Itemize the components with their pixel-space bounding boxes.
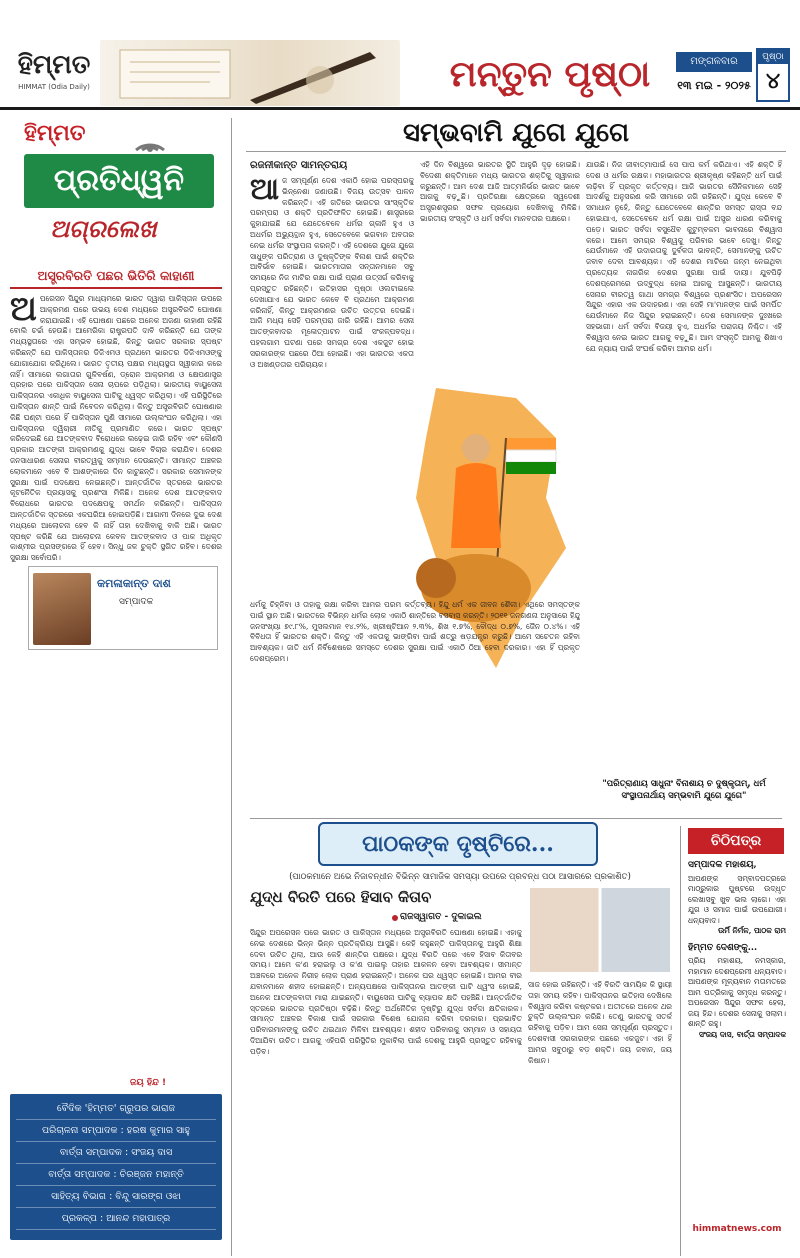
staff-line: ବୈଦିକ 'ହିମ୍ମତ' ଗ୍ରୁପର ଭାରାଜ: [16, 1098, 216, 1120]
leaders-photo: [530, 888, 670, 972]
article-body-col-3: ଯାଉଛି। ନିଜ ଜୀବାତ୍ମାପାଇଁ ସେ ପାପ କର୍ମ କରିଥାଏ। ଏହି ଶକ୍ତି ହିଁ ଦେଶ ଓ ଧର୍ମର ରକ୍ଷକ। ମହାଭାରତର ଶ୍ରୀକୃଷ୍ଣ କହିଛନ୍ତି ଧର୍ମ ପାଇଁ ଲଢ଼ିବା ହିଁ ପ୍ରକୃତ କର୍ତ୍ତବ୍ୟ। ଆଜି ଭାରତର ସୈନିକମାନେ ସେହି ଆଦର୍ଶକୁ ଅନୁସରଣ କରି ସୀମାରେ ଜଗି ରହିଛନ୍ତି। ଯୁଦ୍ଧ କେବେ ବି ସମାଧାନ ନୁହେଁ, କିନ୍ତୁ ଯେତେବେଳେ ଶାନ୍ତିର ସମସ୍ତ ରାସ୍ତା ବନ୍ଦ ହୋଇଯାଏ, ସେତେବେଳେ ଧର୍ମ ରକ୍ଷା ପାଇଁ ଅସ୍ତ୍ର ଧାରଣ କରିବାକୁ ପଡ଼େ। ଭାରତ ସର୍ବଦା ବସୁଧୈବ କୁଟୁମ୍ବକମ ଭାବନାରେ ବିଶ୍ୱାସ କରେ। ଆମେ ସମଗ୍ର ବିଶ୍ୱକୁ ପରିବାର ଭାବେ ଦେଖୁ। କିନ୍ତୁ ଯେଉଁମାନେ ଏହି ଉଦାରତାକୁ ଦୁର୍ବଳତା ଭାବନ୍ତି, ସେମାନଙ୍କୁ ଉଚିତ ଜବାବ ଦେବା ଆବଶ୍ୟକ। ଏହି ଦେଶର ମାଟିରେ ଜନ୍ମ ନେଇଥିବା ପ୍ରତ୍ୟେକ ନାଗରିକ ଦେଶର ସୁରକ୍ଷା ପାଇଁ ଦାୟୀ। ଯୁବପିଢ଼ି ଦେଶପ୍ରେମରେ ଉଦ୍ବୁଦ୍ଧ ହୋଇ ଆଗକୁ ଆସୁଛନ୍ତି। ଭାରତୀୟ ସେନାର ବୀରତ୍ୱ ଗାଥା ସମଗ୍ର ବିଶ୍ୱରେ ପ୍ରଶଂସିତ। ଅପରେସନ ସିନ୍ଦୁର ଏହାର ଏକ ଉଦାହରଣ। ଏହା ସେହି ମା'ମାନଙ୍କ ପାଇଁ ସମର୍ପିତ ଯେଉଁମାନେ ନିଜ ସିନ୍ଦୁର ହରାଇଛନ୍ତି। ଦେଶ ସେମାନଙ୍କ ଦୁଃଖରେ ସହଭାଗୀ। ଧର୍ମ ସର୍ବଦା ବିଜୟୀ ହୁଏ, ଅଧର୍ମର ପରାଜୟ ନିଶ୍ଚିତ। ଏହି ବିଶ୍ୱାସ ନେଇ ଭାରତ ଆଗକୁ ବଢ଼ୁଛି। ଆମ ସଂସ୍କୃତି ଆମକୁ ଶିଖାଏ ଯେ ନ୍ୟାୟ ପାଇଁ ସଂଘର୍ଷ କରିବା ଆମର ଧର୍ମ।: [586, 160, 782, 353]
letters-title: ଚିଠିପତ୍ର: [688, 828, 784, 854]
newspaper-logo[interactable]: [14, 50, 94, 106]
article-body-col-2: ଏହି ଦିନ ବିଶ୍ୱରେ ଭାରତର ସ୍ଥିତି ଆହୁରି ଦୃଢ଼ ହୋଇଛି। ବିଦେଶୀ ଶକ୍ତିମାନେ ମଧ୍ୟ ଭାରତର ଶକ୍ତିକୁ ସ୍ୱୀକାର କରୁଛନ୍ତି। ଆମ ଦେଶ ଆଜି ଆତ୍ମନିର୍ଭର ଭାରତ ଭାବେ ଆଗକୁ ବଢ଼ୁଛି। ପ୍ରତିରକ୍ଷା କ୍ଷେତ୍ରରେ ସ୍ୱଦେଶୀ ଅସ୍ତ୍ରଶସ୍ତ୍ରର ସଫଳ ପ୍ରୟୋଗ ଦେଖିବାକୁ ମିଳିଛି। ଭାରତୀୟ ସଂସ୍କୃତି ଓ ଧର୍ମ ସର୍ବଦା ମାନବତାର ପକ୍ଷରେ।: [420, 160, 580, 223]
page-number: ୪: [765, 69, 781, 94]
editorial-headline: ଅସ୍ତ୍ରବିରତି ପଛର ଭିତିରି କାହାଣୀ: [10, 268, 222, 289]
column-banner: [10, 118, 220, 258]
article-dropcap: ଆ: [250, 176, 280, 207]
staff-line: ସାହିତ୍ୟ ବିଭାଗ : ବିନ୍ଦୁ ସାରଙ୍ଗ ଓଝା: [16, 1186, 216, 1208]
bullet-icon: [392, 915, 398, 921]
staff-line: ବାର୍ତ୍ତା ସମ୍ପାଦକ : ସଂଜୟ ଦାସ: [16, 1142, 216, 1164]
letter-head: ହିମ୍ମତ ଦେଶଙ୍କୁ...: [688, 942, 758, 953]
column-title: ପ୍ରତିଧ୍ୱନି: [24, 154, 214, 208]
letter-sign: ଉର୍ମି ନିର୍ମଳ, ପାଠକ ରାମ: [718, 926, 786, 935]
author-name: କମଳାକାନ୍ତ ଦାଶ: [97, 577, 171, 590]
editorial-column: [10, 118, 232, 1256]
letter-item: [688, 943, 786, 1041]
website-link[interactable]: himmatnews.com: [692, 1224, 782, 1234]
page-number-box: [756, 48, 790, 102]
article-text: ଜ ସମ୍ପୂର୍ଣ୍ଣ ଦେଶ ଏକାଠି ହୋଇ ପରସ୍ପରକୁ ଭିନ୍ନେଶା ଜଣାଉଛି। ବିଜୟ ଉତ୍ସବ ପାଳନ କରିଛନ୍ତି। ଏହି ଗତିରେ ଭାରତର ସାଂସ୍କୃତିକ ପରମ୍ପରା ଓ ଶକ୍ତି ପ୍ରତିଫଳିତ ହୋଇଛି। ଶାସ୍ତ୍ରରେ କୁହାଯାଇଛି ଯେ ଯେତେବେଳେ ଧର୍ମର ଗ୍ଳାନି ହୁଏ ଓ ଅଧର୍ମର ଅଭ୍ୟୁତ୍ଥାନ ହୁଏ, ସେତେବେଳେ ଭଗବାନ ଅବତାର ନେଇ ଧର୍ମର ସଂସ୍ଥାପନା କରନ୍ତି। ଏହି ଦେଶରେ ଯୁଗେ ଯୁଗେ ସାଧୁଙ୍କ ପରିତ୍ରାଣ ଓ ଦୁଷ୍କୃତିଙ୍କ ବିନାଶ ପାଇଁ ଶକ୍ତିର ଆବିର୍ଭାବ ହୋଇଛି। ଭାରତମାତାର ସନ୍ତାନମାନେ ସବୁ ସମୟରେ ନିଜ ମାଟିର ରକ୍ଷା ପାଇଁ ପ୍ରାଣ ଉତ୍ସର୍ଗ କରିବାକୁ ପ୍ରସ୍ତୁତ ରହିଛନ୍ତି। ଇତିହାସର ପୃଷ୍ଠା ଓଲଟାଇଲେ ଦେଖାଯାଏ ଯେ ଭାରତ କେବେ ବି ପ୍ରଥମେ ଆକ୍ରମଣ କରିନାହିଁ, କିନ୍ତୁ ଆକ୍ରମଣର ଉଚିତ ଉତ୍ତର ଦେଇଛି। ଆଜି ମଧ୍ୟ ସେହି ପରମ୍ପରା ଜାରି ରହିଛି। ଆମର ସେନା ଆତଙ୍କବାଦର ମୂଳୋତ୍ପାଟନ ପାଇଁ ସଂକଳ୍ପବଦ୍ଧ। ପହଲଗାମ ଘଟଣା ପରେ ସମଗ୍ର ଦେଶ ଏକଜୁଟ ହୋଇ ସରକାରଙ୍କ ପଛରେ ଠିଆ ହୋଇଛି। ଏହା ଭାରତର ଏକତା ଓ ଅଖଣ୍ଡତାର ପରିଚାୟକ।: [250, 176, 414, 369]
letter-sign: ସଂଜୟ ଦାସ, ବାର୍ତ୍ତା ସମ୍ପାଦକ: [698, 1029, 786, 1039]
column-subtitle: ଅଗ୍ରଲେଖ: [50, 214, 157, 243]
page-label: ପୃଷ୍ଠା: [758, 50, 788, 64]
article-title: ସମ୍ଭବାମି ଯୁଗେ ଯୁଗେ: [246, 114, 786, 152]
pen-and-paper-icon: [100, 40, 400, 106]
letter-item: [688, 860, 786, 937]
letter-text: ପ୍ରିୟ ମହାଶୟ, ନମସ୍କାର, ମହାମାନ ଦେଶପ୍ରେମୀ ଧନ୍ୟବାଦ। ଆପଣଙ୍କ ମୂଳ୍ୟବାନ ମତାମତରେ ଆମ ପତ୍ରିକାକୁ ସମୃଦ୍ଧ କରନ୍ତୁ। ଅପରେସନ ସିନ୍ଦୁର ସଫଳ ହେଲା, ଜୟ ହିନ୍ଦ। ଦେଶର ସେନାକୁ ସଲାମ। ଶାନ୍ତି ରହୁ।: [688, 956, 786, 1028]
editorial-dropcap: ଅ: [10, 294, 37, 329]
letter-body-col-1: ସିନ୍ଦୁର ଅପରେସନ ପରେ ଭାରତ ଓ ପାକିସ୍ତାନ ମଧ୍ୟରେ ଅସ୍ତ୍ରବିରତି ଘୋଷଣା ହୋଇଛି। ଏହାକୁ ନେଇ ଦେଶରେ ଭିନ୍ନ ଭିନ୍ନ ପ୍ରତିକ୍ରିୟା ଆସୁଛି। କେହି କହୁଛନ୍ତି ପାକିସ୍ତାନକୁ ଆହୁରି ଶିକ୍ଷା ଦେବା ଉଚିତ ଥିଲା, ଆଉ କେହି ଶାନ୍ତିର ପକ୍ଷରେ। ଯୁଦ୍ଧ ବିରତି ପରେ ଏବେ ହିସାବ କିତାବର ସମୟ। ଆମେ କ'ଣ ହରାଇଲୁ ଓ କ'ଣ ପାଇଲୁ ତାହାର ଆକଳନ ହେବା ଆବଶ୍ୟକ। ସୀମାନ୍ତ ଅଞ୍ଚଳରେ ଅନେକ ନିରୀହ ଲୋକ ପ୍ରାଣ ହରାଇଛନ୍ତି। ଅନେକ ଘର ଧ୍ୱସ୍ତ ହୋଇଛି। ଆମର ବୀର ଯବାନମାନେ ଶହୀଦ ହୋଇଛନ୍ତି। ଅନ୍ୟପକ୍ଷରେ ପାକିସ୍ତାନର ଆତଙ୍କୀ ଘାଟି ଧ୍ୱଂସ ହୋଇଛି, ଅନେକ ଆତଙ୍କବାଦୀ ମାରା ଯାଇଛନ୍ତି। ବାୟୁସେନା ଘାଟିକୁ ବ୍ୟାପକ କ୍ଷତି ପହଞ୍ଚିଛି। ଆନ୍ତର୍ଜାତିକ ସ୍ତରରେ ଭାରତର ପ୍ରତିଷ୍ଠା ବଢ଼ିଛି। କିନ୍ତୁ ଅର୍ଥନୈତିକ ଦୃଷ୍ଟିରୁ ଯୁଦ୍ଧ ସର୍ବଦା କ୍ଷତିକାରକ। ସୀମାନ୍ତ ଅଞ୍ଚଳର ବିକାଶ ପାଇଁ ସରକାର ବିଶେଷ ଯୋଜନା କରିବା ଦରକାର। ପ୍ରଭାବିତ ପରିବାରମାନଙ୍କୁ ଉଚିତ ଥଇଥାନ ମିଳିବା ଆବଶ୍ୟକ। ଶହୀଦ ପରିବାରକୁ ସମ୍ମାନ ଓ ସହାୟତା ଦିଆଯିବା ଉଚିତ। ଆଗକୁ ଏହିପରି ପରିସ୍ଥିତିର ମୁକାବିଲା ପାଇଁ ଦେଶକୁ ଆହୁରି ପ୍ରସ୍ତୁତ ରହିବାକୁ ପଡ଼ିବ।: [250, 928, 522, 1056]
masthead: [0, 0, 800, 110]
column-brand: ହିମ୍ମତ: [24, 120, 86, 146]
letter-body-col-2: ସାଜ ହୋଇ ରହିଛନ୍ତି। ଏହି ବିରତି ସାମୟିକ କି ସ୍ଥାୟୀ ତାହା ସମୟ କହିବ। ପାକିସ୍ତାନର ଇତିହାସ ଦେଖିଲେ ବିଶ୍ୱାସ କରିବା କଷ୍ଟକର। ଅତୀତରେ ଅନେକ ଥର ଚୁକ୍ତି ଉଲ୍ଲଂଘନ କରିଛି। ତେଣୁ ଭାରତକୁ ସତର୍କ ରହିବାକୁ ପଡ଼ିବ। ଆମ ସେନା ସମ୍ପୂର୍ଣ୍ଣ ପ୍ରସ୍ତୁତ। ଦେଶବାସୀ ସରକାରଙ୍କ ପଛରେ ଏକଜୁଟ। ଏହା ହିଁ ଆମର ସବୁଠାରୁ ବଡ଼ ଶକ୍ତି। ଜୟ ଜବାନ, ଜୟ କିଷାନ।: [528, 980, 672, 1065]
article-byline: ରଜନୀକାନ୍ତ ସାମନ୍ତରାୟ: [250, 160, 348, 171]
section-title: ମନ୍ତୁନ ପୃଷ୍ଠା: [449, 53, 651, 95]
staff-line: ପରିଚାଳନା ସମ୍ପାଦକ : ହରଷ କୁମାର ସାହୁ: [16, 1120, 216, 1142]
broadcast-icon: [130, 122, 170, 152]
article-quote: "ପରିତ୍ରାଣାୟ ସାଧୁନାଂ ବିନାଶାୟ ଚ ଦୁଷ୍କୃତାମ୍, ଧର୍ମ ସଂସ୍ଥାପନାର୍ଥାୟ ସମ୍ଭବାମି ଯୁଗେ ଯୁଗେ": [602, 779, 766, 801]
author-role: ସମ୍ପାଦକ: [119, 597, 154, 607]
logo-text: ହିମ୍ମତ: [17, 50, 91, 80]
readers-subtitle: (ପାଠକମାନେ ଅଭେ ନିଜାବନ୍ଧୀନ ବିଭିନ୍ନ ସାମାଜିକ ସମସ୍ୟା ଉପରେ ପ୍ରବନ୍ଧ ପଠା ଆସାରରେ ପ୍ରକାଶିତ): [289, 872, 631, 882]
letter-title: ଯୁଦ୍ଧ ବିରତି ପରେ ହିସାବ କିତାବ: [250, 888, 432, 906]
editorial-text: ପରେସନ ସିନ୍ଦୁର ମାଧ୍ୟମରେ ଭାରତ ଦ୍ୱାରା ପାକିସ୍ତାନ ଉପରେ ଆକ୍ରମଣ ପରେ ଉଭୟ ଦେଶ ମଧ୍ୟରେ ଅସ୍ତ୍ରବିରତି ଘୋଷଣା କରାଯାଇଛି। ଏହି ଘୋଷଣା ପଛରେ ଅନେକ ଅଜଣା କାହାଣୀ ରହିଛି ବୋଲି ଚର୍ଚ୍ଚା ହେଉଛି। ଆମେରିକା ରାଷ୍ଟ୍ରପତି ଦାବି କରିଛନ୍ତି ଯେ ତାଙ୍କ ମଧ୍ୟସ୍ଥତାରେ ଏହା ସମ୍ଭବ ହୋଇଛି, କିନ୍ତୁ ଭାରତ ସରକାର ସ୍ପଷ୍ଟ କରିଛନ୍ତି ଯେ ପାକିସ୍ତାନର ଡିଜିଏମଓ ପ୍ରଥମେ ଭାରତର ଡିଜିଏମଓଙ୍କୁ ଯୋଗାଯୋଗ କରିଥିଲେ। ଭାରତ ତୃତୀୟ ପକ୍ଷର ମଧ୍ୟସ୍ଥତା ସ୍ୱୀକାର କରେ ନାହିଁ। ସୀମାରେ ଲଗାତାର ଗୁଳିବର୍ଷଣ, ଡ୍ରୋନ ଆକ୍ରମଣ ଓ କ୍ଷେପଣାସ୍ତ୍ର ପ୍ରହାର ପରେ ପାକିସ୍ତାନ ସେନା ଚାପରେ ପଡ଼ିଥିଲା। ଭାରତୀୟ ବାୟୁସେନା ପାକିସ୍ତାନର ଏକାଧିକ ବାୟୁସେନା ଘାଟିକୁ ଧ୍ୱସ୍ତ କରିଥିଲା। ଏହି ପରିସ୍ଥିତିରେ ପାକିସ୍ତାନ ଶାନ୍ତି ପାଇଁ ନିବେଦନ କରିଥିଲା। କିନ୍ତୁ ଅସ୍ତ୍ରବିରତି ଘୋଷଣାର କିଛି ଘଣ୍ଟା ପରେ ହିଁ ପାକିସ୍ତାନ ପୁଣି ସୀମାରେ ଉଲ୍ଲଂଘନ କରିଥିଲା। ଏହା ପାକିସ୍ତାନର ଦ୍ୱିଚାରୀ ନୀତିକୁ ପ୍ରମାଣିତ କରେ। ଭାରତ ସ୍ପଷ୍ଟ କରିଦେଇଛି ଯେ ଆତଙ୍କବାଦ ବିରୋଧରେ ଲଢ଼େଇ ଜାରି ରହିବ ଏବଂ କୌଣସି ପ୍ରକାର ଆତଙ୍କୀ ଆକ୍ରମଣକୁ ଯୁଦ୍ଧ ଭାବେ ବିଚାର କରାଯିବ। ଦେଶର ଜନସାଧାରଣ ସେନାର ବୀରତ୍ୱକୁ ସମ୍ମାନ ଦେଉଛନ୍ତି। ସୀମାନ୍ତ ଅଞ୍ଚଳର ଲୋକମାନେ ଏବେ ବି ଆଶଙ୍କାରେ ଦିନ କାଟୁଛନ୍ତି। ସରକାର ସେମାନଙ୍କ ସୁରକ୍ଷା ପାଇଁ ପଦକ୍ଷେପ ନେଇଛନ୍ତି। ଆନ୍ତର୍ଜାତିକ ସ୍ତରରେ ଭାରତର କୂଟନୈତିକ ପ୍ରୟାସକୁ ପ୍ରଶଂସା ମିଳିଛି। ଅନେକ ଦେଶ ଆତଙ୍କବାଦ ବିରୋଧରେ ଭାରତର ପଦକ୍ଷେପକୁ ସମର୍ଥନ କରିଛନ୍ତି। ପାକିସ୍ତାନ ଆନ୍ତର୍ଜାତିକ ସ୍ତରରେ ଏକଘରିଆ ହୋଇପଡ଼ିଛି। ଆଗାମୀ ଦିନରେ ଦୁଇ ଦେଶ ମଧ୍ୟରେ ଆଲୋଚନା ହେବ କି ନାହିଁ ତାହା ଦେଖିବାକୁ ବାକି ଅଛି। ଭାରତ ସ୍ପଷ୍ଟ କରିଛି ଯେ ଆଲୋଚନା କେବଳ ଆତଙ୍କବାଦ ଓ ପାକ ଅଧିକୃତ କାଶ୍ମୀର ପ୍ରସଙ୍ଗରେ ହିଁ ହେବ। ସିନ୍ଧୁ ଜଳ ଚୁକ୍ତି ସ୍ଥଗିତ ରହିବ। ଦେଶର ସୁରକ୍ଷା ସର୍ବୋପରି।: [10, 294, 222, 563]
logo-subtitle: HIMMAT (Odia Daily): [18, 83, 90, 91]
editorial-body: [10, 294, 222, 1084]
letter-author: ରାଜସ୍ୱାଗତ - ଦୁକାଇଲ: [400, 912, 482, 922]
staff-line: ବାର୍ତ୍ତା ସମ୍ପାଦକ : ଚିରଞ୍ଜନ ମହାନ୍ତି: [16, 1164, 216, 1186]
masthead-illustration: [100, 40, 400, 106]
author-box: [28, 566, 218, 650]
readers-banner: ପାଠକଙ୍କ ଦୃଷ୍ଟିରେ...: [318, 822, 598, 866]
editorial-signoff: ଜୟ ହିନ୍ଦ !: [130, 1078, 167, 1088]
staff-line: ପ୍ରକଳ୍ପ : ଆନନ୍ଦ ମହାପାତ୍ର: [16, 1208, 216, 1230]
staff-credits: [10, 1094, 222, 1240]
letter-text: ଆପଣଙ୍କ ସମ୍ବାଦପତ୍ରରେ ମାଠ୍ରୁକାର ପୁଷ୍ଟରେ ଉଦ୍ଧୃତ ଲେଖାସବୁ ଖୁବ ଭଲ ଲାଗେ। ଏହା ଯୁଗ ଓ ସମାଜ ପାଇଁ ଉପଯୋଗୀ। ଧନ୍ୟବାଦ।: [688, 873, 786, 925]
issue-date: ୧୩ ମଇ - ୨୦୨୫: [677, 79, 751, 92]
letters-body: [688, 860, 786, 1210]
article-body-col-4: ଧର୍ମକୁ ଚିହ୍ନିବା ଓ ତାହାକୁ ରକ୍ଷା କରିବା ଆମର ପରମ କର୍ତ୍ତବ୍ୟ। ହିନ୍ଦୁ ଧର୍ମ ଏକ ଜୀବନ ଶୈଳୀ। ଏଥିରେ ସମସ୍ତଙ୍କ ପାଇଁ ସ୍ଥାନ ଅଛି। ଭାରତରେ ବିଭିନ୍ନ ଧର୍ମର ଲୋକ ଏକାଠି ଶାନ୍ତିରେ ବସବାସ କରନ୍ତି। ୨୦୧୧ ଜନଗଣନା ଅନୁସାରେ ହିନ୍ଦୁ ଜନସଂଖ୍ୟା ୭୯.୮%, ମୁସଲମାନ ୧୪.୨%, ଖ୍ରୀଷ୍ଟିଆନ ୨.୩%, ଶିଖ ୧.୭%, ବୌଦ୍ଧ ୦.୭%, ଜୈନ ୦.୪%। ଏହି ବିବିଧତା ହିଁ ଭାରତର ଶକ୍ତି। କିନ୍ତୁ ଏହି ଏକତାକୁ ଭାଙ୍ଗିବା ପାଇଁ ଶତ୍ରୁ ଷଡ଼ଯନ୍ତ୍ର କରୁଛି। ଆମେ ସଚେତନ ରହିବା ଆବଶ୍ୟକ। ଜାତି ଧର୍ମ ନିର୍ବିଶେଷରେ ସମସ୍ତେ ଦେଶର ସୁରକ୍ଷା ପାଇଁ ଏକାଠି ଠିଆ ହେବା ଦରକାର। ଏହା ହିଁ ପ୍ରକୃତ ଦେଶପ୍ରେମ।: [250, 600, 580, 663]
issue-day: ମଙ୍ଗଳବାର: [676, 52, 752, 72]
section-divider: [250, 818, 782, 819]
author-photo: [33, 573, 91, 645]
letter-head: ସମ୍ପାଦକ ମହାଶୟ,: [688, 860, 757, 870]
